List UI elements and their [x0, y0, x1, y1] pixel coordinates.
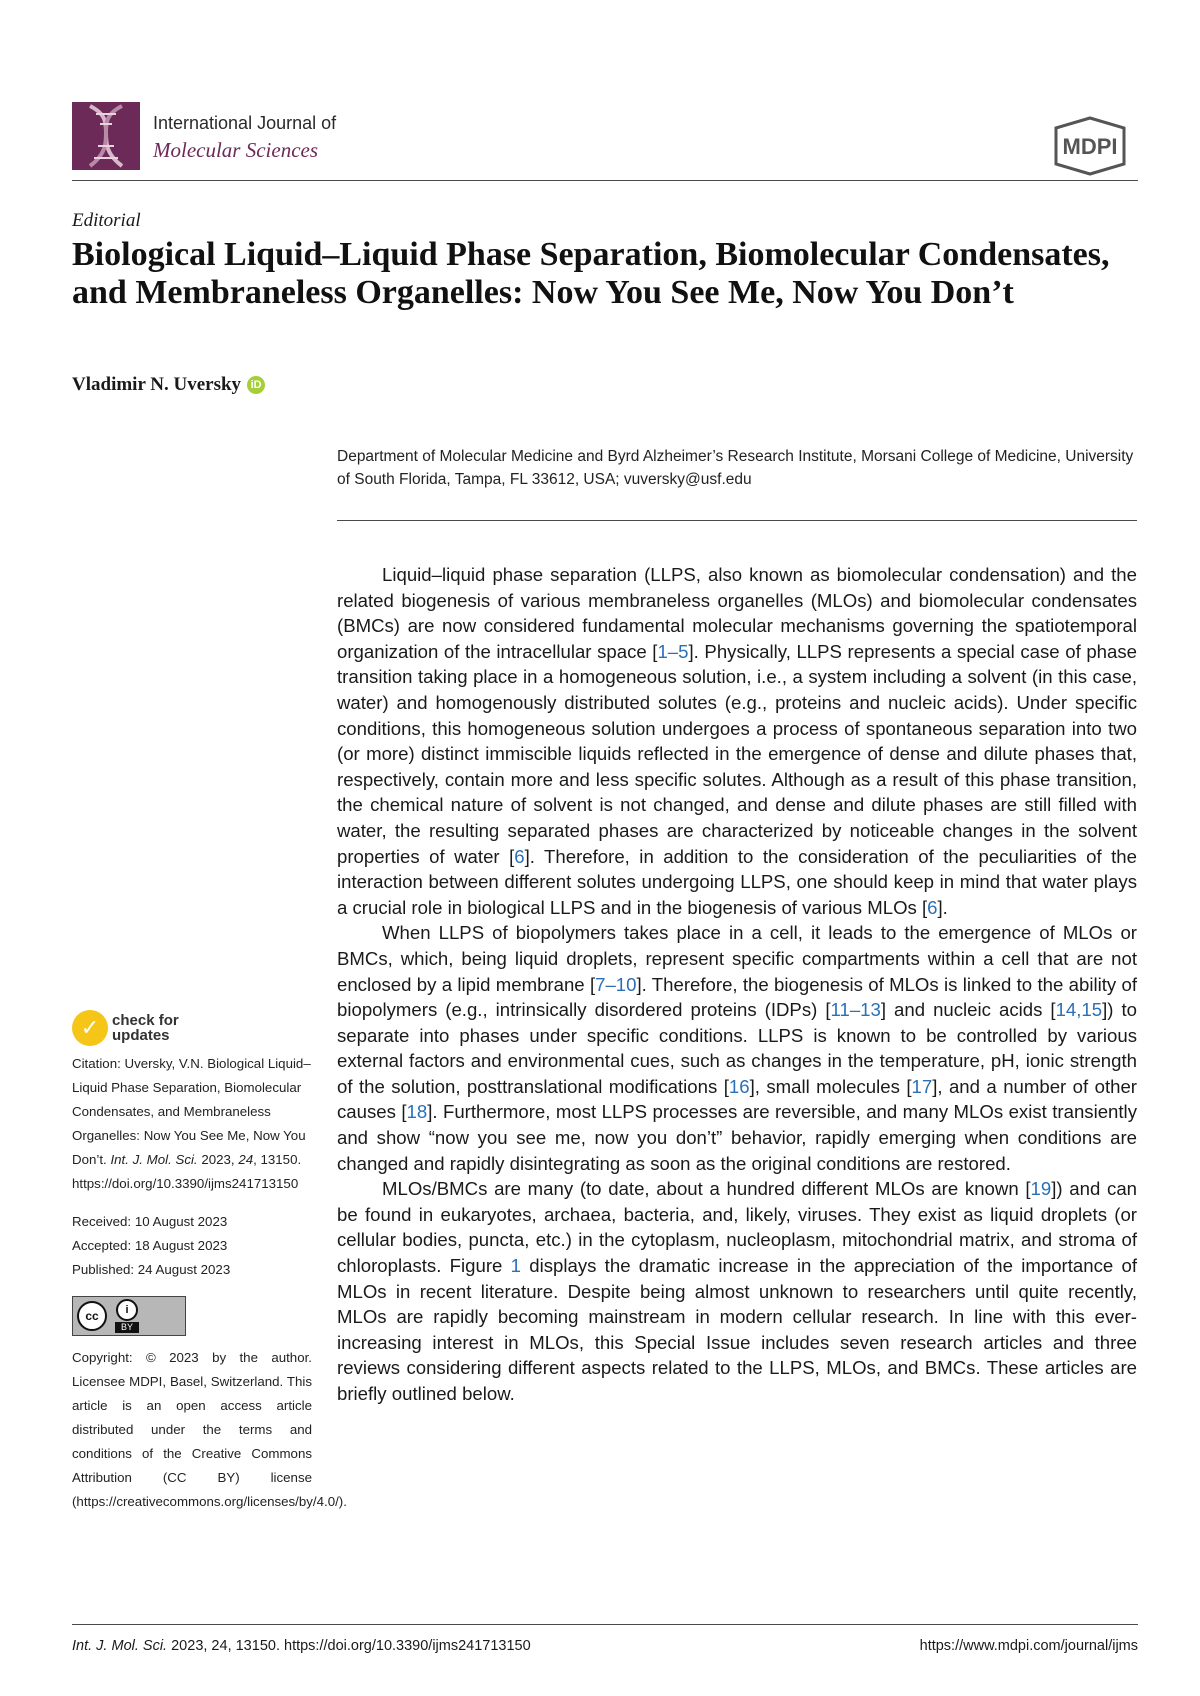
header-divider: [72, 180, 1138, 181]
article-title: Biological Liquid–Liquid Phase Separation, Biomolecular Condensates, and Membraneless Organelles: Now You See Me, Now You Don’t: [72, 236, 1110, 311]
journal-logo: [72, 102, 140, 170]
ref-link[interactable]: 1–5: [657, 640, 689, 662]
published-date: Published: 24 August 2023: [72, 1262, 231, 1277]
license-text: Copyright: © 2023 by the author. Licensee MDPI, Basel, Switzerland. This article is an open access article distributed under the terms and conditions of the Creative Commons Attribution (CC BY) license (https://creativecommons.org/licenses/by/4.0/).: [72, 1350, 347, 1509]
journal-name-line2: Molecular Sciences: [153, 138, 319, 162]
ref-link[interactable]: 6: [514, 845, 525, 867]
paragraph-1: Liquid–liquid phase separation (LLPS, also known as biomolecular condensation) and the related biogenesis of various membraneless organelles (MLOs) and biomolecular condensates (BMCs) are now considered fundamental molecular mechanisms governing the spatiotemporal organization of the intracellular space [1–5]. Physically, LLPS represents a special case of phase transition taking place in a homogeneous solution, i.e., a system including a solvent (in this case, water) and homogenously distributed solutes (e.g., proteins and nucleic acids). Under specific conditions, this homogeneous solution undergoes a process of spontaneous separation into two (or more) distinct immiscible liquids reflected in the emergence of dense and dilute phases that, respectively, contain more and less specific solutes. Although as a result of this phase transition, the chemical nature of solvent is not changed, and dense and dilute phases are still filled with water, the resulting separated phases are characterized by noticeable changes in the solvent properties of water [6]. Therefore, in addition to the consideration of the peculiarities of the interaction between different solutes undergoing LLPS, one should keep in mind that water plays a crucial role in biological LLPS and in the biogenesis of various MLOs [6].: [337, 564, 1137, 918]
ref-link[interactable]: 18: [406, 1101, 428, 1123]
creative-commons-icon: cc: [77, 1301, 107, 1331]
affiliation: Department of Molecular Medicine and Byrd Alzheimer’s Research Institute, Morsani College of Medicine, University of South Florida, Tampa, FL 33612, USA; vuversky@usf.edu: [337, 448, 1134, 488]
publisher-name: MDPI: [1062, 134, 1118, 159]
ref-link[interactable]: 17: [911, 1075, 933, 1097]
received-date: Received: 10 August 2023: [72, 1214, 228, 1229]
accepted-date: Accepted: 18 August 2023: [72, 1238, 228, 1253]
attribution-person-icon: i: [116, 1299, 138, 1321]
check-for-updates-button[interactable]: [72, 1010, 179, 1046]
paragraph-2: When LLPS of biopolymers takes place in a cell, it leads to the emergence of MLOs or BMCs, which, being liquid droplets, represent specific compartments within a cell that are not enclosed by a lipid membrane [7–10]. Therefore, the biogenesis of MLOs is linked to the ability of biopolymers (e.g., intrinsically disordered proteins (IDPs) [11–13] and nucleic acids [14,15]) to separate into phases under specific conditions. LLPS is known to be controlled by various external factors and environmental cues, such as changes in the temperature, pH, ionic strength of the solution, posttranslational modifications [16], small molecules [17], and a number of other causes [18]. Furthermore, most LLPS processes are reversible, and many MLOs exist transiently and show “now you see me, now you don’t” behavior, rapidly emerging when conditions are changed and rapidly disintegrating as soon as the original conditions are restored.: [337, 922, 1138, 1174]
footer-citation: Int. J. Mol. Sci. 2023, 24, 13150. https://doi.org/10.3390/ijms241713150: [72, 1638, 531, 1654]
figure-link[interactable]: 1: [510, 1255, 521, 1277]
check-updates-line1: check for: [112, 1012, 179, 1029]
cc-by-label: BY: [115, 1322, 139, 1333]
article-type: Editorial: [72, 210, 141, 231]
footer-divider: [72, 1624, 1138, 1625]
author-line: [72, 374, 265, 396]
ref-link[interactable]: 16: [728, 1075, 750, 1097]
ref-link[interactable]: 7–10: [595, 973, 637, 995]
mdpi-logo: [1046, 116, 1134, 176]
dna-helix-icon: [72, 102, 140, 170]
ref-link[interactable]: 14,15: [1055, 999, 1103, 1021]
checkmark-icon: ✓: [72, 1010, 108, 1046]
affiliation-divider: [337, 520, 1137, 521]
ref-link[interactable]: 11–13: [830, 999, 881, 1021]
orcid-icon[interactable]: iD: [247, 376, 265, 394]
cc-by-license-badge[interactable]: [72, 1296, 186, 1336]
journal-url-link[interactable]: https://www.mdpi.com/journal/ijms: [919, 1638, 1138, 1654]
journal-name-line1: International Journal of: [153, 113, 337, 133]
check-updates-line2: updates: [112, 1027, 170, 1044]
paragraph-3: MLOs/BMCs are many (to date, about a hundred different MLOs are known [19]) and can be found in eukaryotes, archaea, bacteria, and, likely, viruses. They exist as liquid droplets (or cellular bodies, puncta, etc.) in the cytoplasm, nucleoplasm, mitochondrial matrix, and stroma of chloroplasts. Figure 1 displays the dramatic increase in the appreciation of the importance of MLOs in recent literature. Despite being almost unknown to researchers until quite recently, MLOs are rapidly becoming mainstream in modern cellular research. In line with this ever-increasing interest in MLOs, this Special Issue includes seven research articles and three reviews considering different aspects related to the LLPS, MLOs, and BMCs. These articles are briefly outlined below.: [337, 1178, 1137, 1404]
main-text: [337, 562, 1137, 1407]
ref-link[interactable]: 19: [1030, 1178, 1052, 1200]
ref-link[interactable]: 6: [927, 896, 938, 918]
citation: Citation: Uversky, V.N. Biological Liquid–Liquid Phase Separation, Biomolecular Condensates, and Membraneless Organelles: Now You See Me, Now You Don’t. Int. J. Mol. Sci. 2023, 24, 13150. https://doi.org/10.3390/ijms241713150: [72, 1056, 311, 1191]
author-name: Vladimir N. Uversky: [72, 374, 242, 395]
article-sidebar: [72, 1052, 347, 1514]
